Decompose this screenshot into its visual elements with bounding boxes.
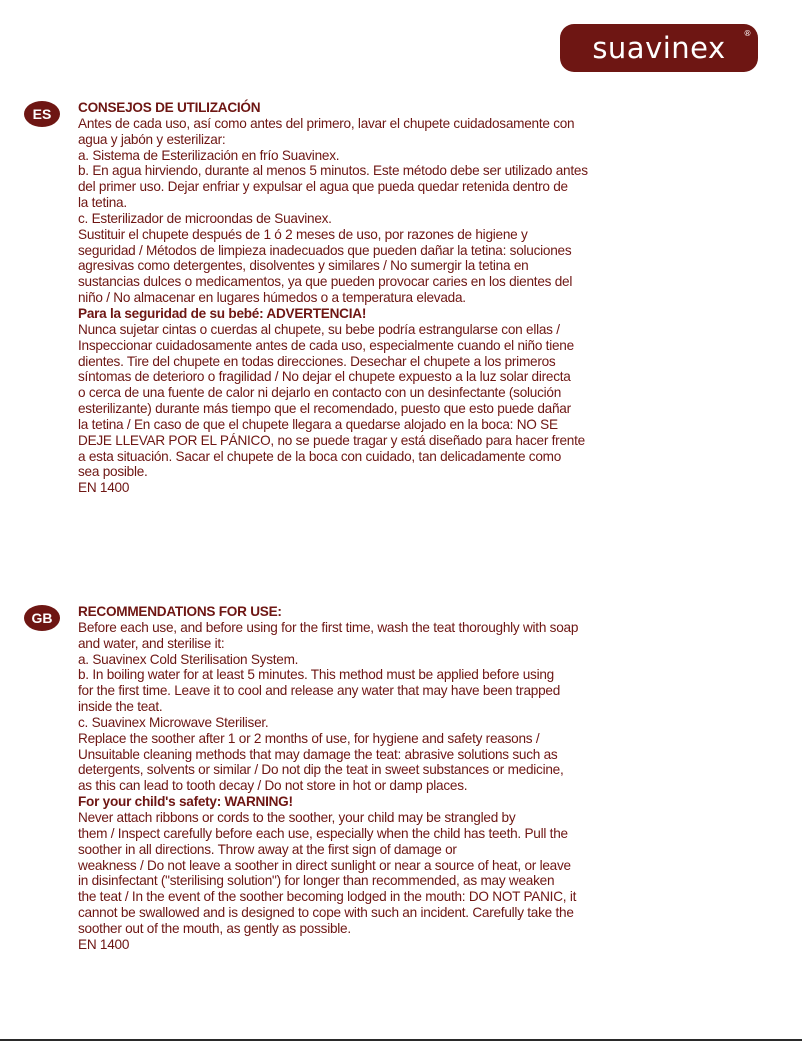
warning-line: o cerca de una fuente de calor ni dejarlo en contacto con un desinfectante (solución <box>78 385 562 401</box>
warning-line: in disinfectant ("sterilising solution") for longer than recommended, as may weaken <box>78 873 555 889</box>
warning-line: síntomas de deterioro o fragilidad / No dejar el chupete expuesto a la luz solar directa <box>78 369 571 385</box>
warning-line: soother out of the mouth, as gently as possible. <box>78 920 351 936</box>
warning-line: sea posible. <box>78 464 148 480</box>
warning-line: Nunca sujetar cintas o cuerdas al chupete, su bebe podría estrangularse con ellas / <box>78 321 560 337</box>
text-line: niño / No almacenar en lugares húmedos o a temperatura elevada. <box>78 290 466 306</box>
section-spanish <box>32 100 778 496</box>
text-line: la tetina. <box>78 195 127 211</box>
warning-line: them / Inspect carefully before each use, especially when the child has teeth. Pull the <box>78 825 568 841</box>
text-line: detergents, solvents or similar / Do not dip the teat in sweet substances or medicine, <box>78 762 564 778</box>
warning-title: For your child's safety: WARNING! <box>78 794 293 810</box>
warning-line: la tetina / En caso de que el chupete llegara a quedarse alojado en la boca: NO SE <box>78 416 558 432</box>
logo-text: suavinex <box>592 31 726 65</box>
warning-line: Inspeccionar cuidadosamente antes de cada uso, especialmente cuando el niño tiene <box>78 337 574 353</box>
text-line: for the first time. Leave it to cool and release any water that may have been trapped <box>78 683 561 699</box>
text-line: agresivas como detergentes, disolventes y similares / No sumergir la tetina en <box>78 258 529 274</box>
language-badge-es: ES <box>24 101 60 127</box>
warning-line: soother in all directions. Throw away at the first sign of damage or <box>78 841 457 857</box>
warning-line: a esta situación. Sacar el chupete de la boca con cuidado, tan delicadamente como <box>78 448 562 464</box>
text-line: c. Suavinex Microwave Steriliser. <box>78 714 269 730</box>
text-line: del primer uso. Dejar enfriar y expulsar el agua que pueda quedar retenida dentro de <box>78 179 568 195</box>
text-line: Before each use, and before using for the first time, wash the teat thoroughly with soap <box>78 619 579 635</box>
text-line: Antes de cada uso, así como antes del primero, lavar el chupete cuidadosamente con <box>78 115 575 131</box>
suavinex-logo <box>560 24 758 72</box>
text-line: c. Esterilizador de microondas de Suavinex. <box>78 210 332 226</box>
warning-line: DEJE LLEVAR POR EL PÁNICO, no se puede tragar y está diseñado para hacer frente <box>78 432 585 448</box>
section-english <box>31 604 778 953</box>
standard-reference: EN 1400 <box>78 936 130 952</box>
warning-line: Never attach ribbons or cords to the soother, your child may be strangled by <box>78 809 516 825</box>
language-badge-gb: GB <box>24 605 60 631</box>
warning-line: weakness / Do not leave a soother in direct sunlight or near a source of heat, or leave <box>78 857 571 873</box>
text-line: and water, and sterilise it: <box>78 635 225 651</box>
warning-title: Para la seguridad de su bebé: ADVERTENCIA! <box>78 305 367 321</box>
warning-line: dientes. Tire del chupete en todas direcciones. Desechar el chupete a los primeros <box>78 353 556 369</box>
text-line: Sustituir el chupete después de 1 ó 2 meses de uso, por razones de higiene y <box>78 226 528 242</box>
text-line: as this can lead to tooth decay / Do not store in hot or damp places. <box>78 778 468 794</box>
text-line: agua y jabón y esterilizar: <box>78 131 226 147</box>
text-line: Replace the soother after 1 or 2 months of use, for hygiene and safety reasons / <box>78 730 540 746</box>
section-title: RECOMMENDATIONS FOR USE: <box>78 604 282 619</box>
registered-mark: ® <box>743 29 752 38</box>
text-line: Unsuitable cleaning methods that may damage the teat: abrasive solutions such as <box>78 746 558 762</box>
bottom-divider <box>0 1039 802 1041</box>
text-line: sustancias dulces o medicamentos, ya que pueden provocar caries en los dientes del <box>78 274 573 290</box>
text-line: a. Sistema de Esterilización en frío Suavinex. <box>78 147 340 163</box>
warning-line: cannot be swallowed and is designed to cope with such an incident. Carefully take the <box>78 905 574 921</box>
text-line: b. En agua hirviendo, durante al menos 5 minutos. Este método debe ser utilizado antes <box>78 163 588 179</box>
warning-line: esterilizante) durante más tiempo que el recomendado, puesto que esto puede dañar <box>78 401 571 417</box>
text-line: inside the teat. <box>78 699 163 715</box>
standard-reference: EN 1400 <box>78 480 130 496</box>
text-line: seguridad / Métodos de limpieza inadecuados que pueden dañar la tetina: soluciones <box>78 242 572 258</box>
text-line: a. Suavinex Cold Sterilisation System. <box>78 651 299 667</box>
warning-line: the teat / In the event of the soother becoming lodged in the mouth: DO NOT PANIC, it <box>78 889 577 905</box>
text-line: b. In boiling water for at least 5 minutes. This method must be applied before using <box>78 667 554 683</box>
section-title: CONSEJOS DE UTILIZACIÓN <box>78 100 261 115</box>
